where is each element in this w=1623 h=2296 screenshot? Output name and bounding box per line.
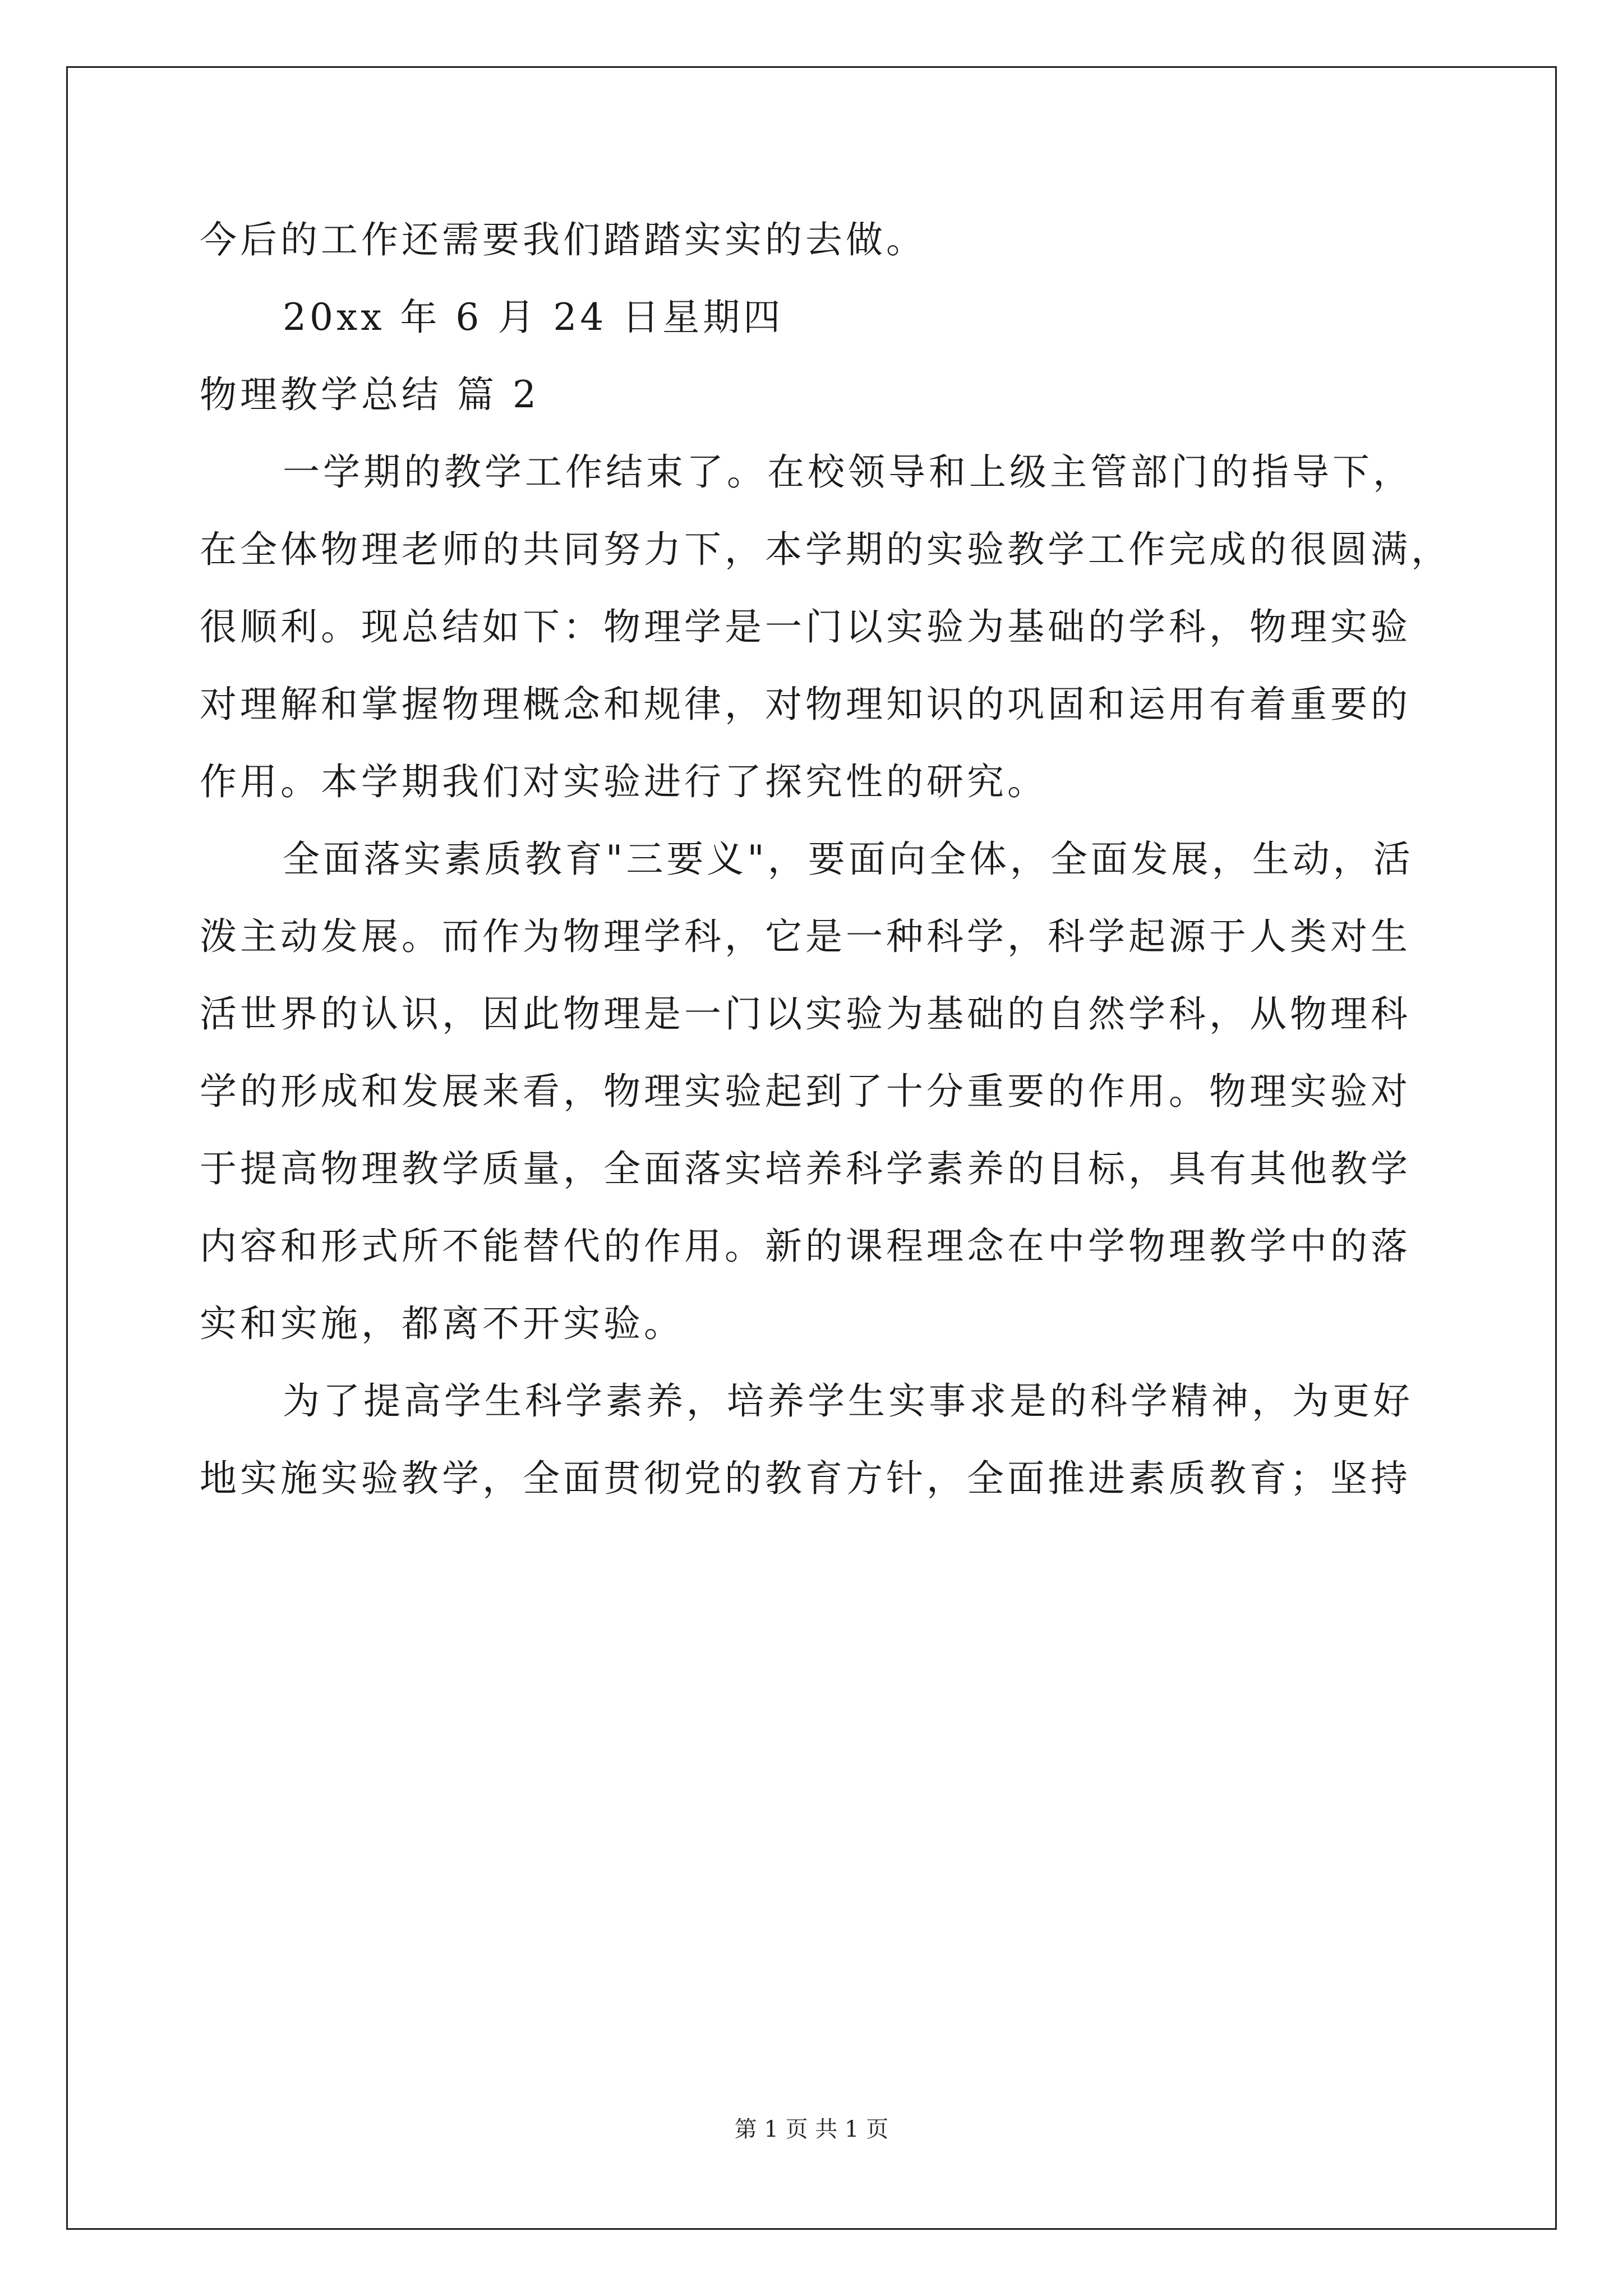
text-line: 为了提高学生科学素养，培养学生实事求是的科学精神，为更好 (283, 1379, 1413, 1423)
section-heading: 物理教学总结 篇 2 (200, 373, 540, 416)
date-line: 20xx 年 6 月 24 日星期四 (283, 296, 784, 339)
text-line: 内容和形式所不能替代的作用。新的课程理念在中学物理教学中的落 (200, 1225, 1411, 1268)
text-line: 全面落实素质教育"三要义"，要面向全体，全面发展，生动，活 (283, 838, 1414, 881)
text-line: 今后的工作还需要我们踏踏实实的去做。 (200, 218, 926, 261)
text-line: 很顺利。现总结如下：物理学是一门以实验为基础的学科，物理实验 (200, 605, 1411, 648)
text-line: 在全体物理老师的共同努力下，本学期的实验教学工作完成的很圆满， (200, 528, 1451, 571)
text-line: 于提高物理教学质量，全面落实培养科学素养的目标，具有其他教学 (200, 1147, 1411, 1190)
text-line: 学的形成和发展来看，物理实验起到了十分重要的作用。物理实验对 (200, 1070, 1411, 1113)
text-line: 实和实施，都离不开实验。 (200, 1302, 684, 1345)
text-line: 泼主动发展。而作为物理学科，它是一种科学，科学起源于人类对生 (200, 915, 1411, 958)
text-line: 活世界的认识，因此物理是一门以实验为基础的自然学科，从物理科 (200, 992, 1411, 1036)
page-footer: 第 1 页 共 1 页 (734, 2116, 889, 2142)
text-line: 一学期的教学工作结束了。在校领导和上级主管部门的指导下， (283, 450, 1413, 494)
text-line: 对理解和掌握物理概念和规律，对物理知识的巩固和运用有着重要的 (200, 683, 1411, 726)
text-line: 地实施实验教学，全面贯彻党的教育方针，全面推进素质教育；坚持 (200, 1457, 1411, 1500)
text-line: 作用。本学期我们对实验进行了探究性的研究。 (200, 760, 1048, 803)
